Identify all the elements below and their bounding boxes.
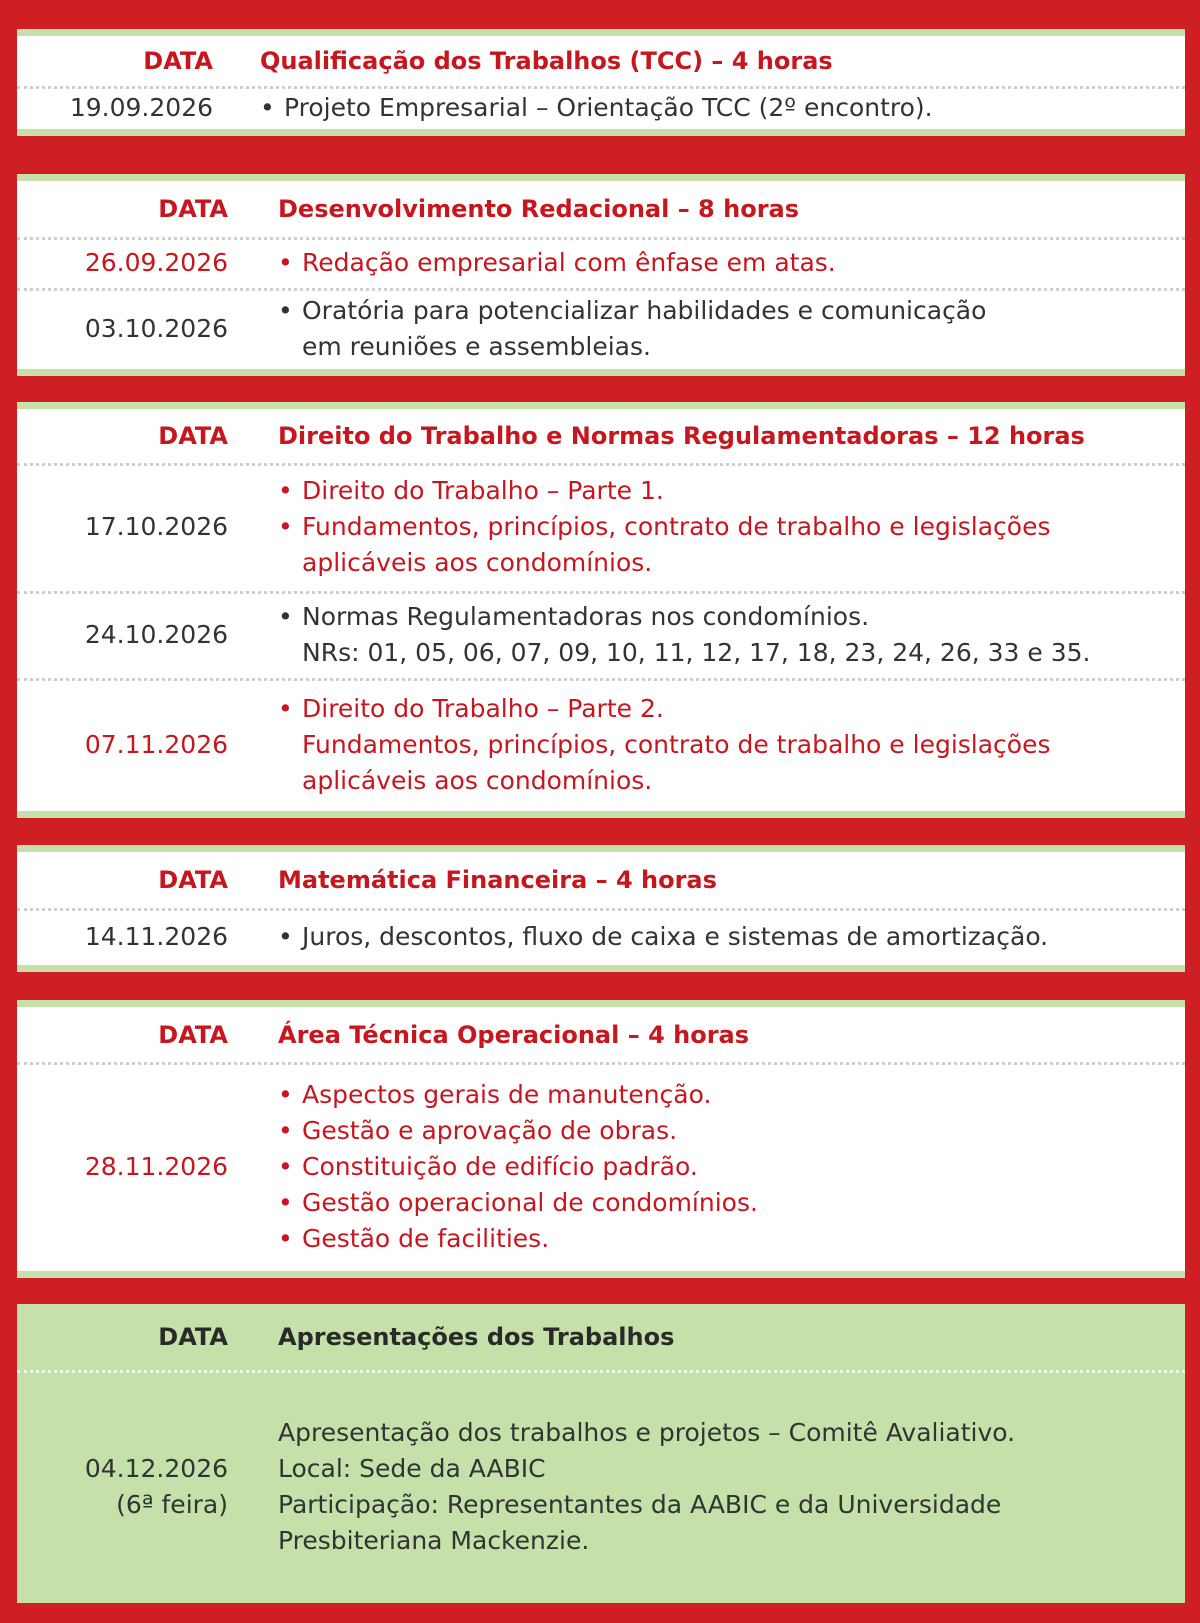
section-title: Apresentações dos Trabalhos — [278, 1323, 675, 1351]
section-header — [17, 36, 1185, 86]
date-column-header: DATA — [158, 1020, 228, 1049]
session-item-continuation: aplicáveis aos condomínios. — [302, 548, 653, 577]
session-date: 14.11.2026 — [84, 921, 228, 951]
section-title: Área Técnica Operacional – 4 horas — [278, 1020, 750, 1049]
section-desenvolvimento-redacional — [17, 174, 1185, 376]
date-column-header: DATA — [158, 422, 228, 450]
section-title: Qualificação dos Trabalhos (TCC) – 4 horas — [260, 47, 833, 75]
session-row — [17, 86, 1185, 129]
session-date: 03.10.2026 — [84, 313, 228, 343]
session-item-continuation: Fundamentos, princípios, contrato de trabalho e legislações — [302, 729, 1051, 759]
section-header — [17, 181, 1185, 237]
session-row — [17, 237, 1185, 288]
session-item-continuation: aplicáveis aos condomínios. — [302, 765, 653, 795]
session-item-continuation: em reuniões e assembleias. — [302, 331, 651, 361]
section-matematica-financeira — [17, 845, 1185, 972]
date-column-header: DATA — [143, 47, 213, 75]
session-item: • Direito do Trabalho – Parte 1. — [278, 473, 1185, 509]
session-date-block — [17, 1451, 228, 1523]
date-column-header: DATA — [158, 866, 228, 894]
session-item: • Direito do Trabalho – Parte 2. — [278, 691, 1185, 727]
session-date: 26.09.2026 — [84, 247, 228, 277]
session-date: 24.10.2026 — [84, 619, 228, 649]
session-item: Participação: Representantes da AABIC e da Universidade — [278, 1489, 1002, 1519]
session-item: • Gestão de facilities. — [278, 1221, 1185, 1257]
section-header — [17, 852, 1185, 908]
session-item-continuation: Presbiteriana Mackenzie. — [278, 1525, 590, 1555]
session-row — [17, 288, 1185, 369]
session-row — [17, 591, 1185, 678]
section-direito-do-trabalho — [17, 402, 1185, 818]
session-item: • Normas Regulamentadoras nos condomínios. — [278, 599, 1185, 635]
session-date: 04.12.2026 — [84, 1453, 228, 1483]
session-item: Local: Sede da AABIC — [278, 1453, 546, 1483]
section-header — [17, 409, 1185, 463]
session-date: 07.11.2026 — [84, 729, 228, 759]
section-area-tecnica-operacional — [17, 1000, 1185, 1278]
date-column-header: DATA — [158, 195, 228, 223]
section-title: Direito do Trabalho e Normas Regulamentadoras – 12 horas — [278, 422, 1085, 450]
session-row — [17, 1062, 1185, 1271]
session-item: • Oratória para potencializar habilidades e comunicação — [278, 293, 1185, 329]
session-item: • Juros, descontos, fluxo de caixa e sistemas de amortização. — [278, 919, 1185, 955]
session-date: 19.09.2026 — [69, 92, 213, 122]
session-date: 28.11.2026 — [84, 1151, 228, 1181]
session-item: • Fundamentos, princípios, contrato de trabalho e legislações — [278, 509, 1185, 545]
session-item-continuation: NRs: 01, 05, 06, 07, 09, 10, 11, 12, 17, 18, 23, 24, 26, 33 e 35. — [302, 637, 1091, 667]
session-item: • Constituição de edifício padrão. — [278, 1149, 1185, 1185]
section-title: Matemática Financeira – 4 horas — [278, 866, 717, 894]
section-header — [17, 1304, 1185, 1370]
date-column-header: DATA — [158, 1323, 228, 1351]
session-item: Apresentação dos trabalhos e projetos – Comitê Avaliativo. — [278, 1417, 1016, 1447]
section-header — [17, 1007, 1185, 1062]
session-row — [17, 678, 1185, 811]
session-item: • Gestão e aprovação de obras. — [278, 1113, 1185, 1149]
session-date-note: (6ª feira) — [116, 1489, 228, 1519]
section-title: Desenvolvimento Redacional – 8 horas — [278, 195, 800, 223]
session-item: • Projeto Empresarial – Orientação TCC (2º encontro). — [260, 90, 1185, 126]
session-item: • Aspectos gerais de manutenção. — [278, 1077, 1185, 1113]
section-qualificacao — [17, 29, 1185, 136]
session-item: • Gestão operacional de condomínios. — [278, 1185, 1185, 1221]
session-row — [17, 1370, 1185, 1603]
section-apresentacoes — [17, 1304, 1185, 1603]
session-row — [17, 908, 1185, 965]
session-date: 17.10.2026 — [84, 512, 228, 541]
session-item: • Redação empresarial com ênfase em atas. — [278, 245, 1185, 281]
session-row — [17, 463, 1185, 591]
